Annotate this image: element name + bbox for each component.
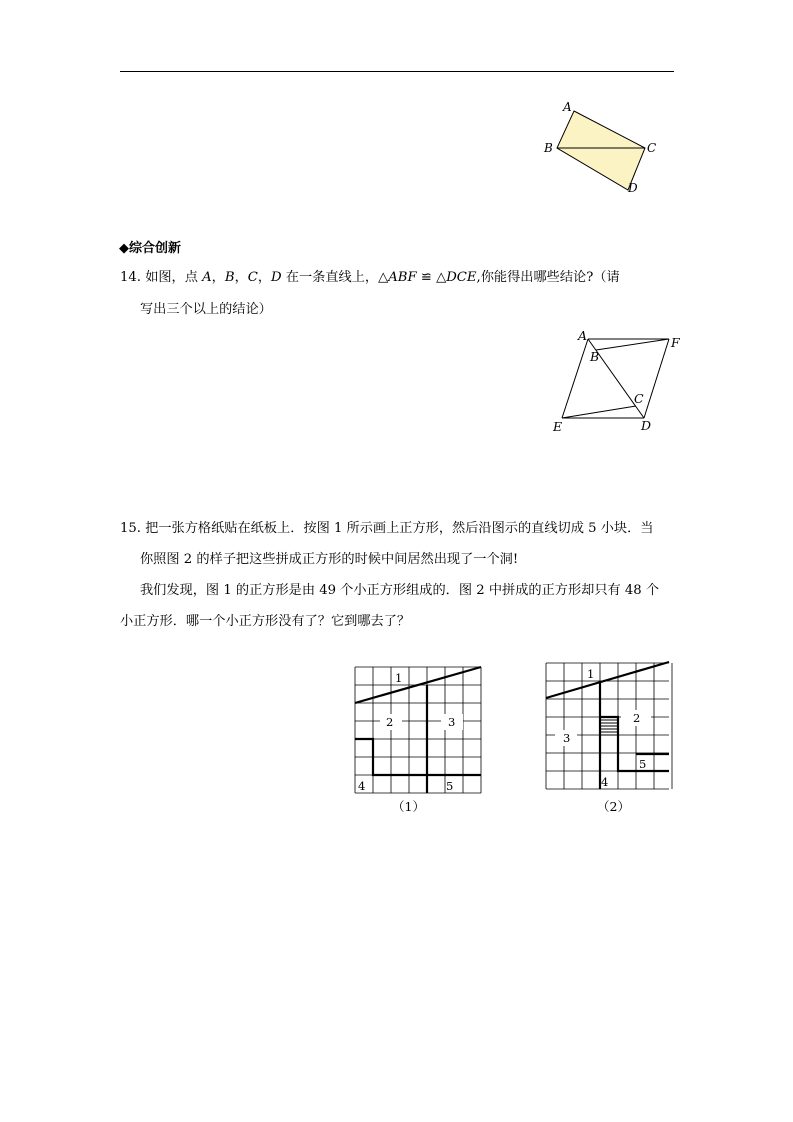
piece-4-label-2: 4 xyxy=(601,775,609,789)
q14-congruent: ≌ △ xyxy=(416,270,447,285)
q15-line4: 小正方形．哪一个小正方形没有了？它到哪去了？ xyxy=(120,614,411,629)
q14-label-e: E xyxy=(553,419,563,434)
q14-point-d: D xyxy=(271,270,282,285)
q14-sep: ， xyxy=(234,270,248,285)
label-d: D xyxy=(628,181,638,195)
q14-label-f: F xyxy=(671,335,680,350)
label-c: C xyxy=(647,141,657,155)
cut-line-diagonal-2 xyxy=(546,662,669,698)
q14-number: 14. xyxy=(120,270,141,285)
label-b: B xyxy=(544,141,553,155)
q14-text: 在一条直线上，△ xyxy=(281,270,389,285)
diamond-icon: ◆ xyxy=(119,241,129,256)
q14-point-c: C xyxy=(247,270,258,285)
piece-5-label: 5 xyxy=(446,779,454,793)
piece-3-label-2: 3 xyxy=(563,731,571,745)
q14-text: 如图，点 xyxy=(145,270,203,285)
q14-point-b: B xyxy=(224,270,235,285)
q15-line2: 你照图 2 的样子把这些拼成正方形的时候中间居然出现了一个洞! xyxy=(140,552,519,567)
figure-1-caption: （1） xyxy=(392,799,425,814)
q14-line2: 写出三个以上的结论） xyxy=(140,302,272,317)
q14-text: ,你能得出哪些结论?（请 xyxy=(476,270,620,285)
piece-2-label-2: 2 xyxy=(633,711,641,725)
q14-sep: ， xyxy=(257,270,272,285)
q15-line3: 我们发现，图 1 的正方形是由 49 个小正方形组成的．图 2 中拼成的正方形却只有 48 个 xyxy=(140,583,660,598)
q14-point-a: A xyxy=(202,270,212,285)
q14-triangle-abf: ABF xyxy=(388,270,417,285)
q14-label-c: C xyxy=(634,391,644,406)
q14-label-d: D xyxy=(641,418,652,433)
q14-triangle-dce: DCE xyxy=(446,270,477,285)
q14-sep: ， xyxy=(211,270,225,285)
piece-4-label: 4 xyxy=(358,779,366,793)
section-title: 综合创新 xyxy=(129,241,182,256)
piece-1-label-2: 1 xyxy=(587,667,595,681)
piece-2-label: 2 xyxy=(386,715,394,729)
q15-line1: 15. 把一张方格纸贴在纸板上．按图 1 所示画上正方形，然后沿图示的直线切成 5 小块．当 xyxy=(120,521,654,536)
figure-2-caption: （2） xyxy=(597,799,630,814)
q14-label-a: A xyxy=(578,328,588,343)
piece-5-label-2: 5 xyxy=(639,757,647,771)
label-a: A xyxy=(563,100,572,114)
hole-hatching xyxy=(600,720,617,735)
piece-3-label: 3 xyxy=(448,715,456,729)
q14-label-b: B xyxy=(590,349,600,364)
piece-1-label: 1 xyxy=(395,671,403,685)
